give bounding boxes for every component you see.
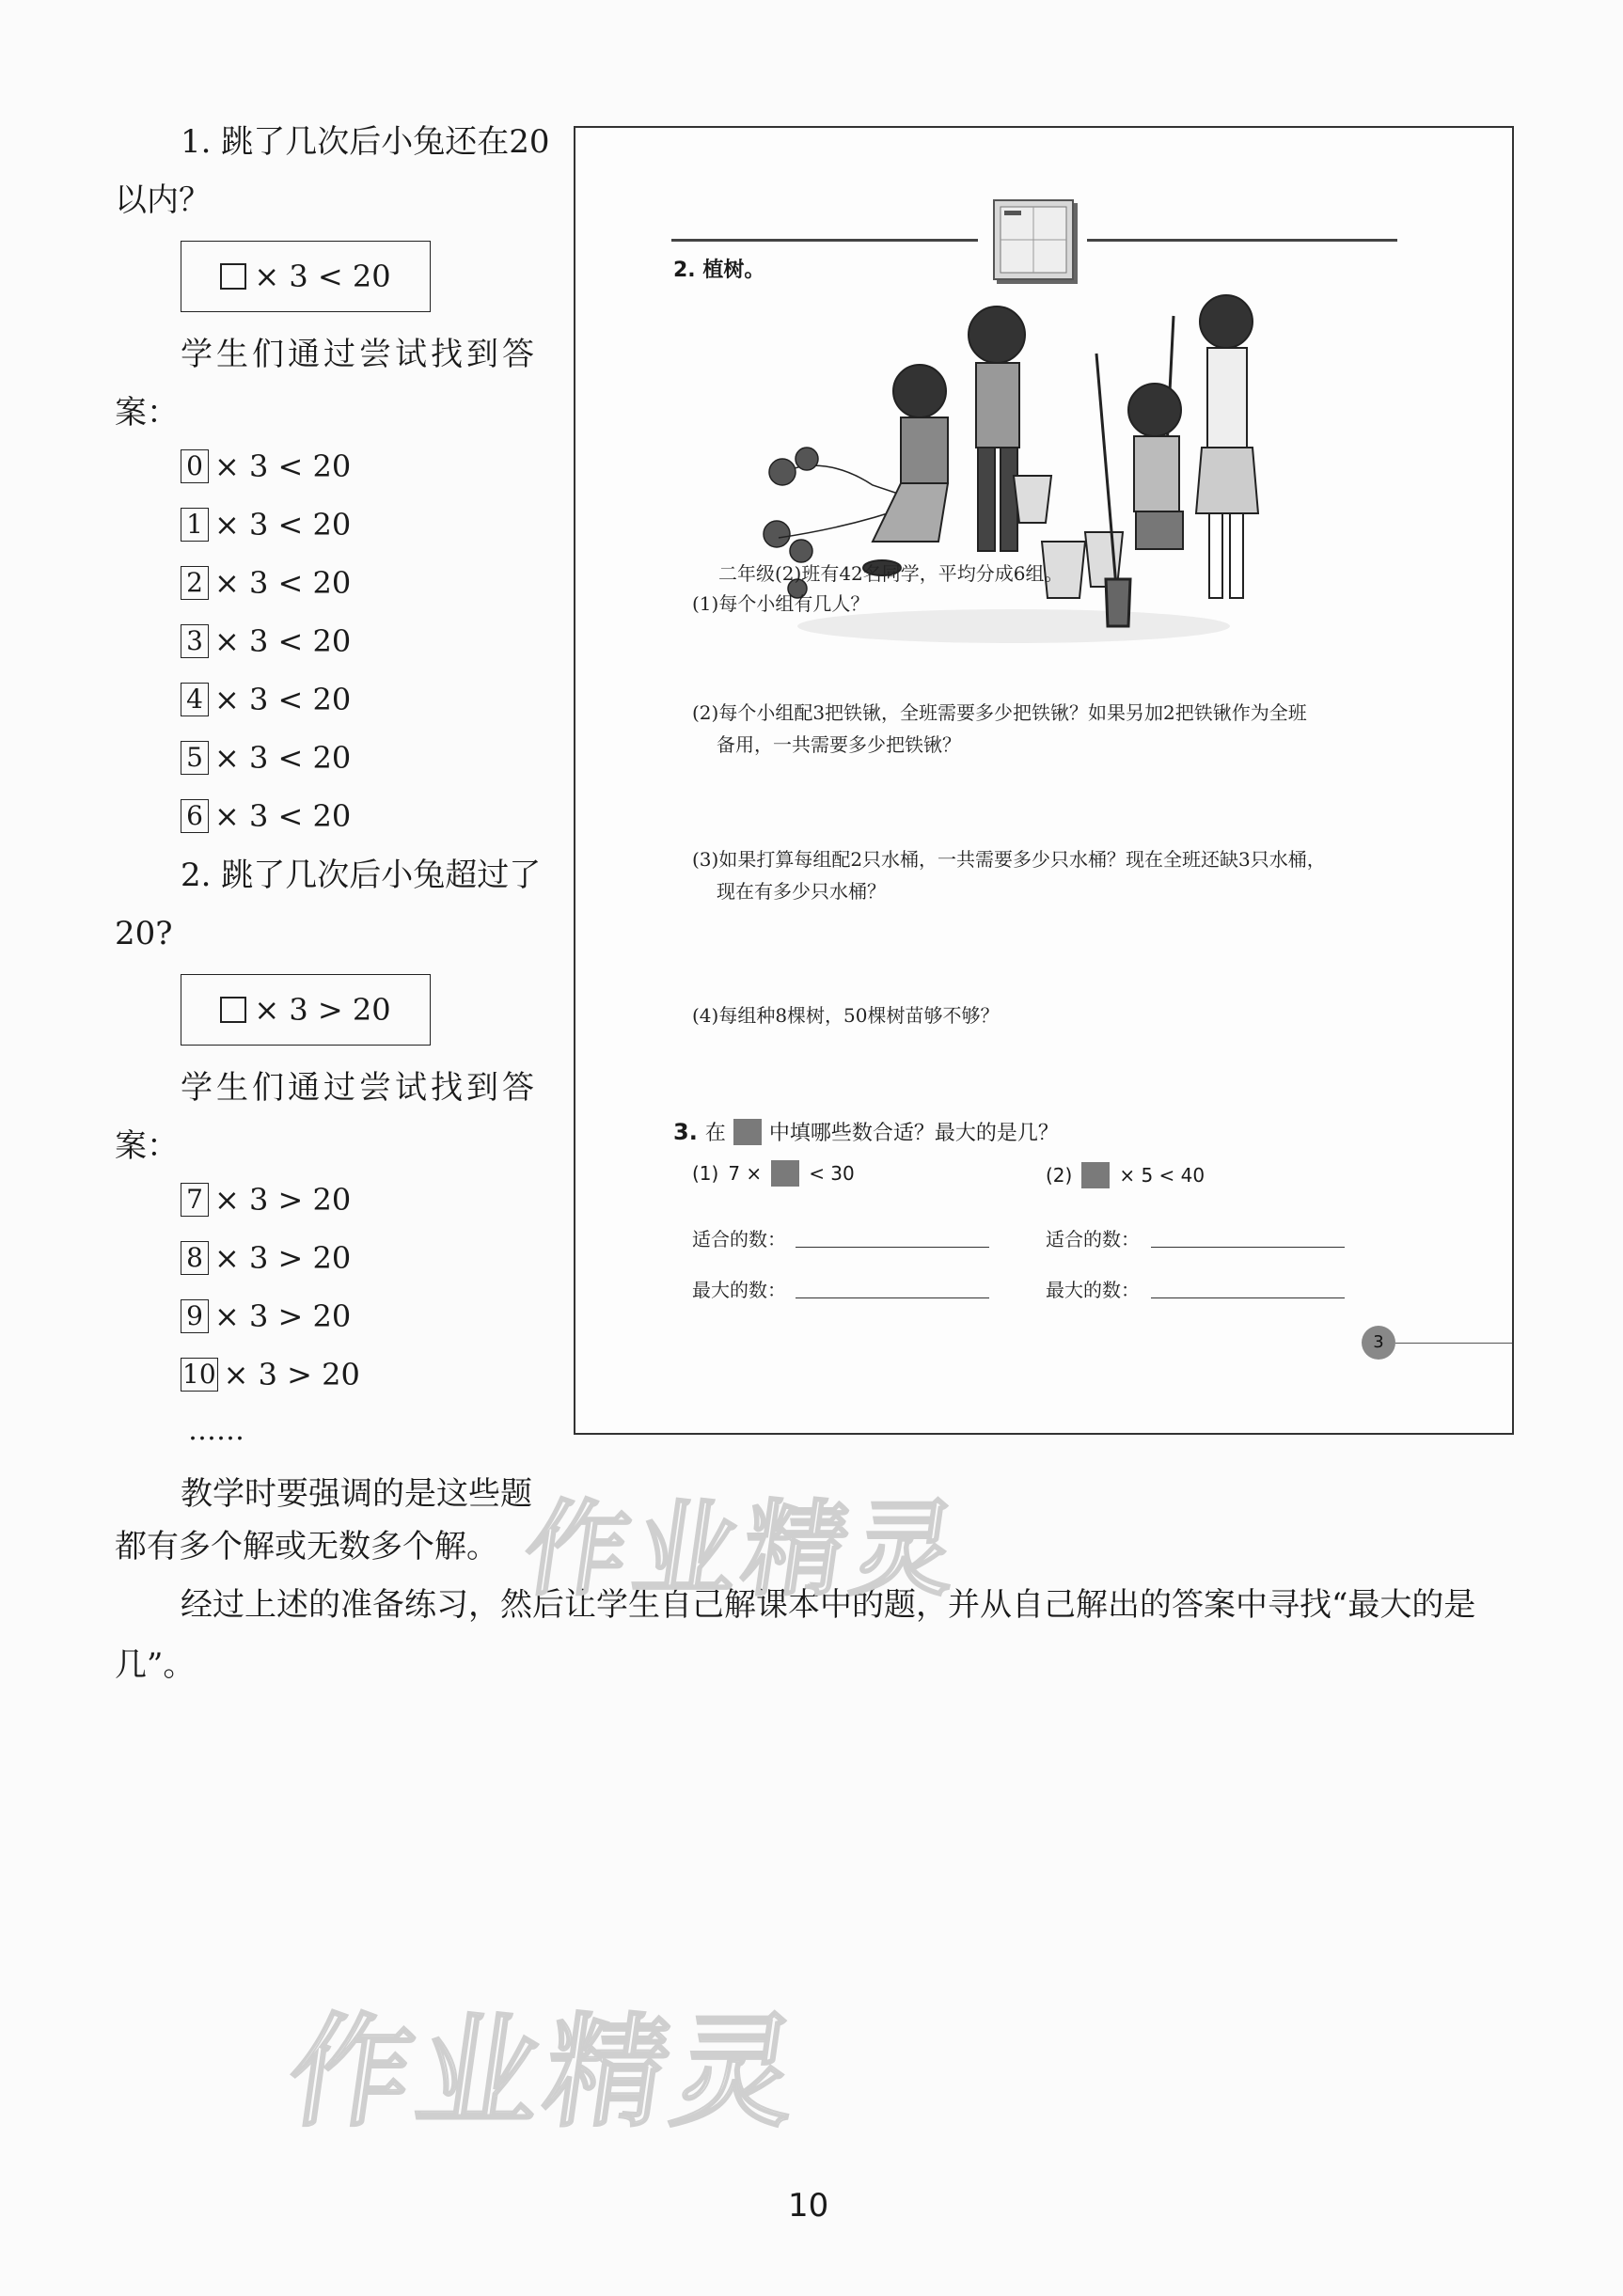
trial-expression: × 3 > 20 <box>223 1357 360 1392</box>
header-rule-left <box>671 239 978 242</box>
try1-line1: 学生们通过尝试找到答 <box>181 336 538 373</box>
blank-square <box>220 263 246 290</box>
trial-expression: × 3 < 20 <box>214 565 352 601</box>
equation-2 <box>1046 1162 1205 1188</box>
try2-line1: 学生们通过尝试找到答 <box>181 1069 538 1107</box>
trial-number-box: 1 <box>181 508 209 542</box>
trial-row <box>181 1181 351 1219</box>
trial-row <box>181 681 351 718</box>
problem-intro: 二年级(2)班有42名同学，平均分成6组。 <box>718 562 1064 585</box>
watermark-bottom: 作业精灵 <box>279 2001 812 2144</box>
trial-number-box: 8 <box>181 1241 209 1275</box>
question-1: (1)每个小组有几人？ <box>692 592 870 615</box>
trial-number-box: 6 <box>181 799 209 833</box>
trial-row <box>181 1239 351 1277</box>
question-4: (4)每组种8棵树，50棵树苗够不够？ <box>692 1004 1000 1027</box>
inequality-box-1-text: × 3 < 20 <box>254 259 391 294</box>
trial-expression: × 3 < 20 <box>214 448 352 484</box>
blank-square <box>220 997 246 1023</box>
ellipsis: …… <box>188 1414 244 1447</box>
trial-expression: × 3 < 20 <box>214 507 352 543</box>
equation-1-post: < 30 <box>809 1162 855 1185</box>
question-2-line2: 备用，一共需要多少把铁锹？ <box>717 733 961 756</box>
trial-row <box>181 1356 360 1393</box>
max-number-answer-line-1[interactable] <box>796 1297 989 1298</box>
q1-line2: 以内？ <box>115 181 211 219</box>
watermark-middle: 作业精灵 <box>516 1489 970 1610</box>
trial-number-box: 10 <box>182 1359 216 1390</box>
teaching-note-line1: 教学时要强调的是这些题 <box>181 1475 532 1513</box>
trial-row <box>181 448 351 485</box>
inequality-box-2 <box>181 974 431 1046</box>
equation-2-post: × 5 < 40 <box>1119 1164 1205 1187</box>
q1-line1: 1. 跳了几次后小兔还在20 <box>181 123 550 161</box>
section-3-post: 中填哪些数合适？最大的是几？ <box>768 1122 1059 1145</box>
section-3-pre: 在 <box>704 1122 726 1145</box>
trial-row <box>181 506 351 543</box>
try1-line2: 案： <box>115 394 179 432</box>
trial-expression: × 3 < 20 <box>214 682 352 717</box>
max-number-label-2: 最大的数： <box>1046 1279 1140 1301</box>
inequality-box-2-text: × 3 > 20 <box>254 992 391 1028</box>
trial-row <box>181 739 351 777</box>
question-2-line1: (2)每个小组配3把铁锹，全班需要多少把铁锹？如果另加2把铁锹作为全班 <box>692 701 1307 724</box>
trial-number-box: 2 <box>181 566 209 600</box>
q2-line2: 20? <box>115 915 173 952</box>
trial-expression: × 3 < 20 <box>214 740 352 776</box>
fit-numbers-answer-line-2[interactable] <box>1151 1247 1345 1248</box>
trial-row <box>181 564 351 602</box>
trial-expression: × 3 > 20 <box>214 1240 352 1276</box>
trial-number-box: 7 <box>181 1183 209 1217</box>
page-number: 10 <box>788 2187 829 2225</box>
trial-expression: × 3 < 20 <box>214 798 352 834</box>
trial-expression: × 3 > 20 <box>214 1298 352 1334</box>
page-badge: 3 <box>1362 1326 1395 1360</box>
gray-blank-square <box>1081 1162 1110 1188</box>
trial-number-box: 4 <box>181 683 209 716</box>
q2-line1: 2. 跳了几次后小兔超过了 <box>181 857 542 894</box>
try2-line2: 案： <box>115 1127 179 1165</box>
gray-blank-square <box>733 1119 762 1145</box>
fit-numbers-label-2: 适合的数： <box>1046 1228 1140 1250</box>
fit-numbers-answer-line-1[interactable] <box>796 1247 989 1248</box>
page-badge-rule <box>1395 1343 1512 1344</box>
equation-1-label: (1) <box>692 1162 719 1185</box>
header-rule-right <box>1087 239 1397 242</box>
question-3-line1: (3)如果打算每组配2只水桶，一共需要多少只水桶？现在全班还缺3只水桶， <box>692 848 1326 871</box>
textbook-page-frame <box>574 126 1514 1435</box>
section-3-number: 3. <box>673 1118 698 1145</box>
equation-1-pre: 7 × <box>728 1162 763 1185</box>
trial-number-box: 5 <box>181 741 209 775</box>
trial-expression: × 3 > 20 <box>214 1182 352 1218</box>
trial-number-box: 3 <box>181 624 209 658</box>
summary-line1: 经过上述的准备练习，然后让学生自己解课本中的题，并从自己解出的答案中寻找“最大的是 <box>181 1586 1476 1624</box>
teaching-note-line2: 都有多个解或无数多个解。 <box>115 1528 498 1565</box>
equation-2-label: (2) <box>1046 1164 1073 1187</box>
max-number-answer-line-2[interactable] <box>1151 1297 1345 1298</box>
trial-row <box>181 1297 351 1335</box>
inequality-box-1 <box>181 241 431 312</box>
question-3-line2: 现在有多少只水桶？ <box>717 880 886 903</box>
trial-number-box: 0 <box>181 449 209 483</box>
max-number-label-1: 最大的数： <box>692 1279 786 1301</box>
summary-line2: 几”。 <box>115 1646 196 1684</box>
fit-numbers-label-1: 适合的数： <box>692 1228 786 1250</box>
section-2-title: 2. 植树。 <box>673 259 765 282</box>
trial-row <box>181 622 351 660</box>
trial-row <box>181 797 351 835</box>
section-3-title <box>673 1117 1059 1146</box>
equation-1 <box>692 1160 855 1187</box>
gray-blank-square <box>771 1160 799 1187</box>
trial-number-box: 9 <box>181 1299 209 1333</box>
trial-expression: × 3 < 20 <box>214 623 352 659</box>
